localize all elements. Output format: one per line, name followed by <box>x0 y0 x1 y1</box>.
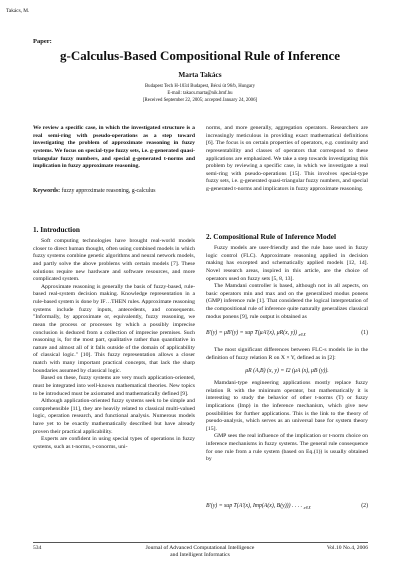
introduction-continued <box>206 125 368 194</box>
affiliation-email: E-mail: takacs.marta@nik.bmf.hu <box>167 91 233 96</box>
section2-body-a <box>206 245 368 321</box>
keywords-text: fuzzy approximate reasoning, g-calculus <box>61 188 156 194</box>
page-number: 534 <box>33 545 42 551</box>
equation-2-number: (2) <box>361 503 368 509</box>
running-head: Takács, M. <box>6 8 30 14</box>
paragraph: The most significant differences between FLC-s models lie in the definition of fuzzy relation R on X × Y, defined as in [2]: <box>206 347 368 361</box>
affiliation-address: Budapest Tech H-1034 Budapest, Bécsi út 96/b, Hungary <box>144 84 256 89</box>
equation-relation-body: μR (A,B) (x, y) = I2 (μA (x), μB (y)). <box>245 368 329 374</box>
equation-2-body: B′(y) = sup T(A′(x), Imp(A(x), B(y))) . . . . <box>206 503 303 509</box>
keywords <box>33 188 195 196</box>
section-heading-cri-model: 2. Compositional Rule of Inference Model <box>206 232 336 241</box>
section2-body-c <box>206 380 368 464</box>
equation-2 <box>206 503 368 510</box>
equation-2-sub: x∈X <box>303 505 311 511</box>
journal-name-line2: and Intelligent Informatics <box>170 552 230 558</box>
paragraph: Approximate reasoning is generally the basis of fuzzy-based, rule-based real-system decision making. Knowledge representation in a rule-based system is done by IF…THEN rules. Approximate reasoning systems include fuzzy inputs, antecedents, and consequents. "Informally, by approximate or, equivalently, fuzzy reasoning, we mean the process or processes by which a possibly imprecise conclusion is deduced from a collection of imprecise premises. Such reasoning is, for the most part, qualitative rather than quantitative in nature and almost all of it falls outside of the domain of applicability of classical logic." [10]. This fuzzy representation allows a closer match with many important practical concepts, that lack the sharp boundaries assumed by classical logic. <box>33 283 195 374</box>
equation-1-body: B′(y) = μB′(y) = sup T(μA′(x), μR(x, y)) <box>206 330 298 336</box>
paper-label: Paper: <box>33 38 52 45</box>
equation-relation <box>206 368 368 374</box>
abstract: We review a specific case, in which the investigated structure is a real semi-ring with pseudo-operations as a step toward investigating the problem of approximate reasoning in fuzzy systems. We focus on special-type fuzzy sets, i.e. g-generated quasi-triangular fuzzy numbers, and special g-generated t-norms and implication in fuzzy approximate reasoning. <box>33 125 195 170</box>
paragraph: GMP sees the real influence of the implication or t-norm choice on inference mechanisms in fuzzy systems. The general rule consequence for one rule from a rule system (based on Eq.(1)) is usually obtained by <box>206 433 368 463</box>
section-heading-introduction: 1. Introduction <box>33 225 80 234</box>
keywords-label: Keywords: <box>33 188 61 194</box>
footer-rule <box>33 542 368 543</box>
paper-title: g-Calculus-Based Compositional Rule of Inference <box>60 48 340 63</box>
journal-name-line1: Journal of Advanced Computational Intelligence <box>145 545 255 551</box>
author-name: Marta Takács <box>178 70 222 79</box>
paragraph: The Mamdani controller is based, although not in all aspects, on basic operators min and max and on the generalized modus ponens (GMP) inference rule [1]. That considered the logical interpretation of the compositional rule of inference quite naturally generalizes classical modus ponens [9], rule output is obtained as <box>206 283 368 320</box>
equation-1-sub: x∈X <box>298 332 306 338</box>
paragraph: Although application-oriented fuzzy systems seek to be simple and comprehensible [11], they are heavily related to classical multi-valued logic, operation research, and functional analysis. Numerous models have yet to be exactly mathematically described but have already proven their practical applicability. <box>33 398 195 435</box>
section2-body-b <box>206 347 368 362</box>
received-dates: [Received September 22, 2005; accepted January 24, 2006] <box>142 98 258 103</box>
equation-1-number: (1) <box>361 330 368 336</box>
journal-name <box>125 545 275 559</box>
paragraph: Experts are confident in using special types of operations in fuzzy systems, such as t-norms, t-conorms, uni- <box>33 436 195 450</box>
paragraph: Based on these, fuzzy systems are very much application-oriented, must be integrated into well-known mathematical theories. New topics to be introduced must be axiomated and mathematically defined [9]. <box>33 375 195 397</box>
volume-info: Vol.10 No.4, 2006 <box>326 545 368 551</box>
paragraph: Fuzzy models are user-friendly and the rule base used in fuzzy logic control (FLC). Approximate reasoning applied in decision making has excepted and schematically applied models [12, 14]. Novel research areas, inspired in this article, are the choice of operators used on fuzzy sets [5, 8, 13]. <box>206 245 368 282</box>
paragraph: Soft computing technologies have brought real-world models closer to direct human thought, often using combined models in which fuzzy systems combine genetic algorithms and neural network models, and partly solve the above problems with certain models [7]. These solutions require new hardware and software resources, and more complicated system. <box>33 238 195 283</box>
introduction-body <box>33 238 195 452</box>
equation-1 <box>206 330 368 337</box>
paragraph: Mamdani-type engineering applications mostly replace fuzzy relation R with the minimum operator, but mathematically it is interesting to study the behavior of other t-norms (T) or fuzzy implications (Imp) in the inference mechanism, which give new possibilities for further applications. This is the link to the theory of pseudo-analysis, which serves as an universal base for system theory [15]. <box>206 380 368 432</box>
paragraph: norms, and more generally, aggregation operators. Researchers are increasingly meticulous in providing exact mathematical definitions [6]. The focus is on certain properties of operators, e.g. continuity and representability and classes of operators that correspond to these applications are emphasized. We take a step towards investigating this problem by reviewing a specific case, in which we investigate a real semi-ring with pseudo-operations [15]. This involves special-type fuzzy sets, i.e. g-generated quasi-triangular fuzzy numbers, and special g-generated t-norms and implicators in fuzzy approximate reasoning. <box>206 125 368 192</box>
